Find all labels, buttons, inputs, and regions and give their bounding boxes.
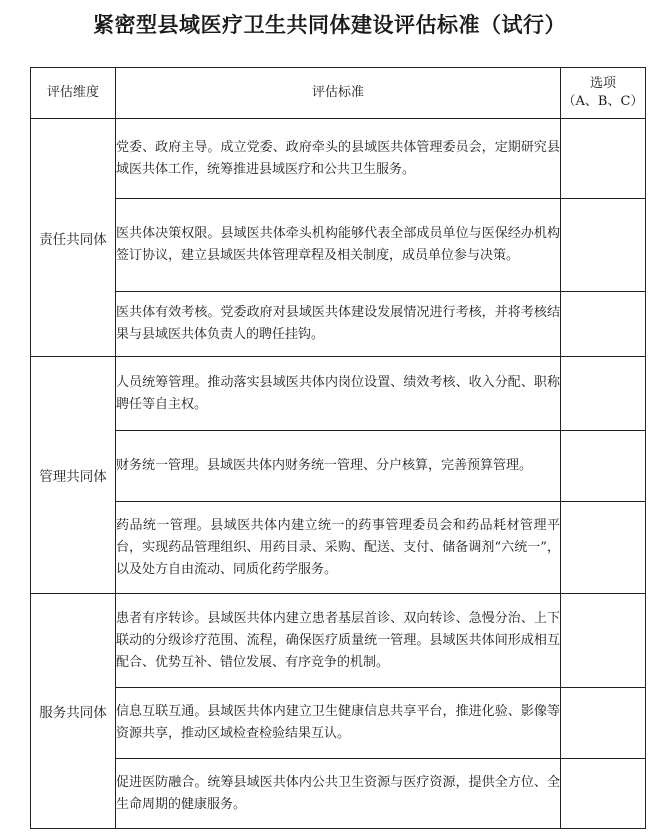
criteria-table <box>30 67 646 829</box>
standard-cell: 财务统一管理。县域医共体内财务统一管理、分户核算，完善预算管理。 <box>116 431 561 502</box>
standard-cell: 医共体有效考核。党委政府对县域医共体建设发展情况进行考核，并将考核结果与县域医共体负责人的聘任挂钩。 <box>116 292 561 357</box>
dimension-service: 服务共同体 <box>31 594 116 829</box>
dimension-responsibility: 责任共同体 <box>31 119 116 357</box>
document-title: 紧密型县域医疗卫生共同体建设评估标准（试行） <box>93 12 566 37</box>
standard-cell: 党委、政府主导。成立党委、政府牵头的县域医共体管理委员会，定期研究县域医共体工作，统筹推进县域医疗和公共卫生服务。 <box>116 119 561 199</box>
table-row <box>31 759 646 829</box>
header-standard: 评估标准 <box>116 68 561 119</box>
table-row <box>31 119 646 199</box>
option-cell[interactable] <box>561 199 646 292</box>
table-row <box>31 431 646 502</box>
header-options-choices: （A、B、C） <box>562 94 644 109</box>
table-row <box>31 199 646 292</box>
option-cell[interactable] <box>561 594 646 688</box>
table-header-row <box>31 68 646 119</box>
option-cell[interactable] <box>561 688 646 759</box>
standard-cell: 促进医防融合。统筹县域医共体内公共卫生资源与医疗资源，提供全方位、全生命周期的健康服务。 <box>116 759 561 829</box>
option-cell[interactable] <box>561 431 646 502</box>
header-options <box>561 68 646 119</box>
standard-cell: 人员统筹管理。推动落实县域医共体内岗位设置、绩效考核、收入分配、职称聘任等自主权。 <box>116 357 561 431</box>
dimension-management: 管理共同体 <box>31 357 116 594</box>
header-dimension: 评估维度 <box>31 68 116 119</box>
table-row <box>31 357 646 431</box>
table-row <box>31 688 646 759</box>
header-options-label: 选项 <box>589 76 616 91</box>
standard-cell: 药品统一管理。县域医共体内建立统一的药事管理委员会和药品耗材管理平台，实现药品管理组织、用药目录、采购、配送、支付、储备调剂“六统一”，以及处方自由流动、同质化药学服务。 <box>116 502 561 594</box>
option-cell[interactable] <box>561 502 646 594</box>
table-row <box>31 594 646 688</box>
option-cell[interactable] <box>561 292 646 357</box>
option-cell[interactable] <box>561 759 646 829</box>
standard-cell: 信息互联互通。县域医共体内建立卫生健康信息共享平台，推进化验、影像等资源共享，推动区域检查检验结果互认。 <box>116 688 561 759</box>
table-row <box>31 502 646 594</box>
option-cell[interactable] <box>561 357 646 431</box>
table-row <box>31 292 646 357</box>
standard-cell: 医共体决策权限。县域医共体牵头机构能够代表全部成员单位与医保经办机构签订协议，建立县域医共体管理章程及相关制度，成员单位参与决策。 <box>116 199 561 292</box>
standard-cell: 患者有序转诊。县域医共体内建立患者基层首诊、双向转诊、急慢分治、上下联动的分级诊疗范围、流程，确保医疗质量统一管理。县域医共体间形成相互配合、优势互补、错位发展、有序竞争的机制。 <box>116 594 561 688</box>
option-cell[interactable] <box>561 119 646 199</box>
